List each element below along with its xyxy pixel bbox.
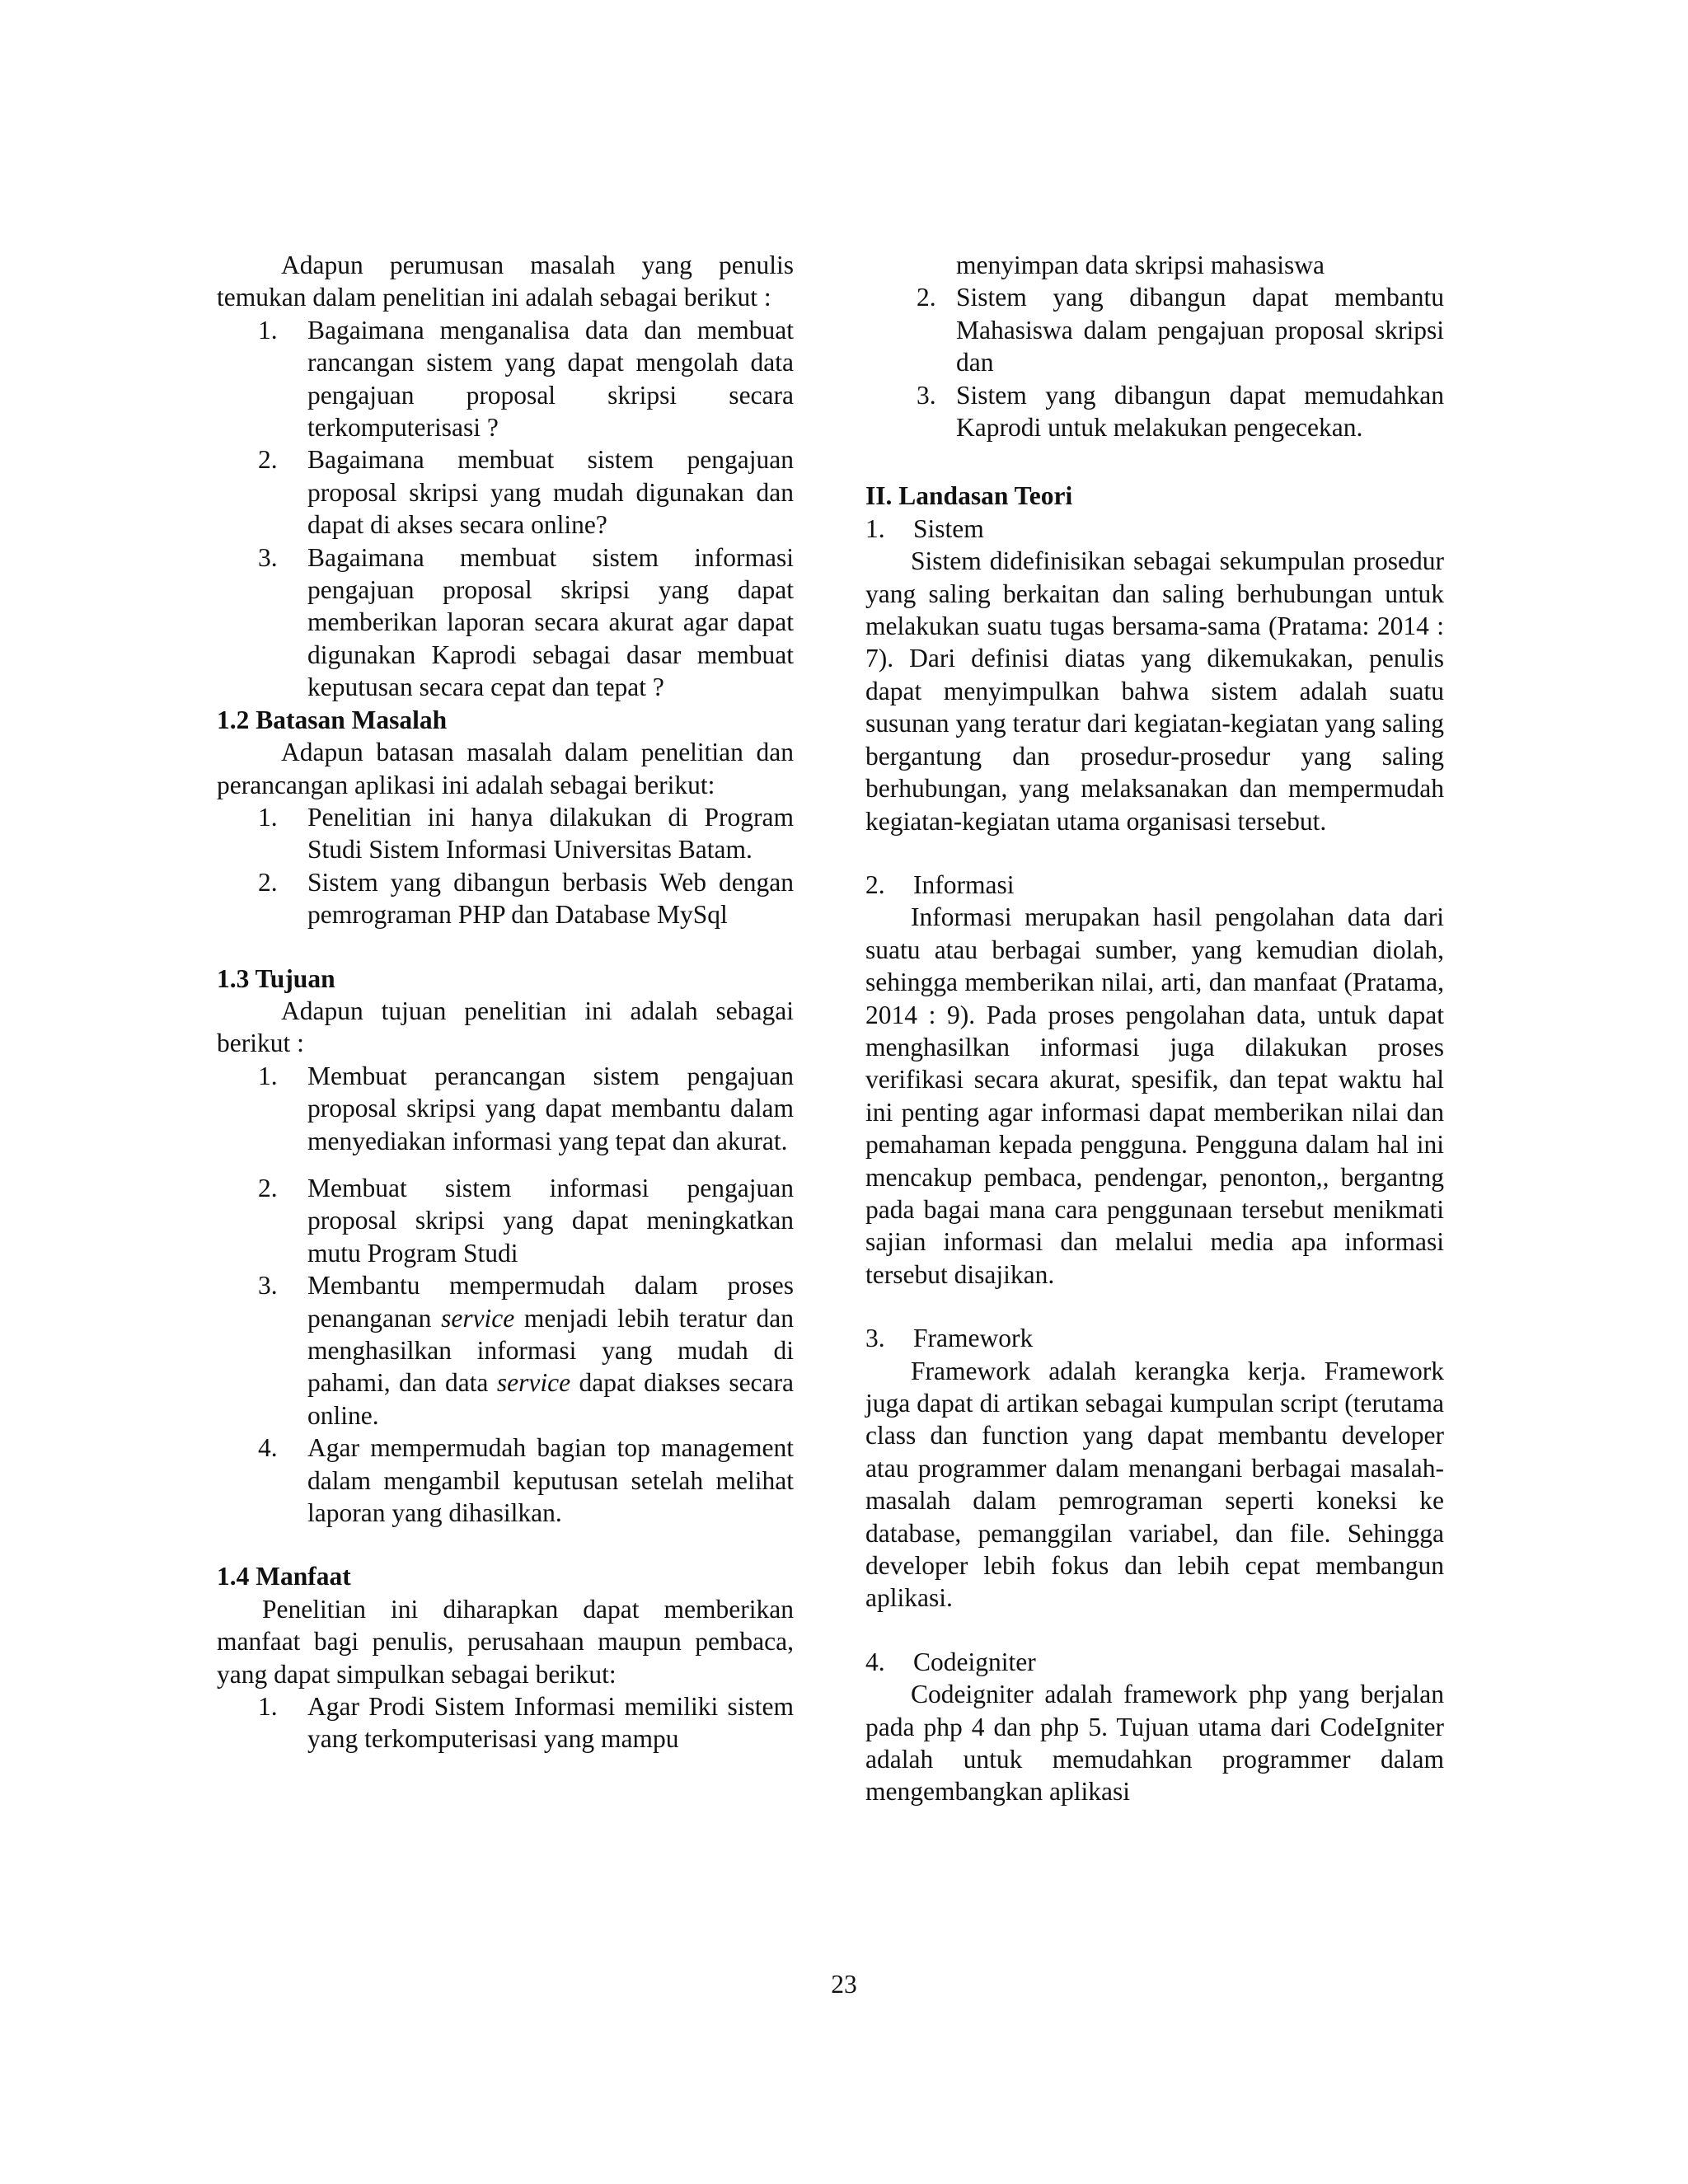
list-number: 1. — [258, 315, 278, 344]
list-number: 4. — [258, 1433, 278, 1463]
list-text: Bagaimana membuat sistem pengajuan proposal skripsi yang mudah digunakan dan dapat di akses secara online? — [307, 445, 794, 540]
section-framework — [865, 1322, 1444, 1615]
batasan-list — [217, 801, 794, 931]
landasan-heading: II. Landasan Teori — [865, 481, 1073, 511]
list-text: Membuat sistem informasi pengajuan proposal skripsi yang dapat meningkatkan mutu Program Studi — [307, 1173, 794, 1268]
section-number: 2. — [865, 869, 885, 899]
section-title: Sistem — [913, 513, 984, 543]
manfaat-continued: menyimpan data skripsi mahasiswa — [956, 251, 1325, 279]
manfaat-intro: Penelitian ini diharapkan dapat memberikan manfaat bagi penulis, perusahaan maupun pembaca, yang dapat simpulkan sebagai berikut: — [217, 1594, 794, 1689]
section-title: Framework — [913, 1324, 1034, 1353]
list-item — [865, 281, 1444, 378]
section-body: Sistem didefinisikan sebagai sekumpulan prosedur yang saling berkaitan dan saling berhubungan untuk melakukan suatu tugas bersama-sama (Pratama: 2014 : 7). Dari definisi diatas yang dikemukakan, penulis dapat menyimpulkan bahwa sistem adalah suatu susunan yang teratur dari kegiatan-kegiatan yang saling bergantung dan prosedur-prosedur yang saling berhubungan, yang melaksanakan dan mempermudah kegiatan-kegiatan utama organisasi tersebut. — [865, 546, 1444, 836]
list-text: Sistem yang dibangun dapat membantu Mahasiswa dalam pengajuan proposal skripsi dan — [956, 283, 1444, 377]
batasan-heading: 1.2 Batasan Masalah — [217, 705, 448, 734]
list-number: 3. — [258, 1271, 278, 1301]
list-text: Penelitian ini hanya dilakukan di Program Studi Sistem Informasi Universitas Batam. — [307, 802, 794, 865]
section-body: Informasi merupakan hasil pengolahan data dari suatu atau berbagai sumber, yang kemudian diolah, sehingga memberikan nilai, arti, dan manfaat (Pratama, 2014 : 9). Pada proses pengolahan data, untuk dapat menghasilkan informasi juga dilakukan proses verifikasi secara akurat, spesifik, dan tepat waktu hal ini penting agar informasi dapat memberikan nilai dan pemahaman kepada pengguna. Pengguna dalam hal ini mencakup pembaca, pendengar, penonton,, bergantng pada bagai mana cara penggunaan tersebut menikmati sajian informasi dan melalui media apa informasi tersebut disajikan. — [865, 902, 1444, 1289]
manfaat-heading: 1.4 Manfaat — [217, 1562, 351, 1591]
list-text: Membuat perancangan sistem pengajuan proposal skripsi yang dapat membantu dalam menyediakan informasi yang tepat dan akurat. — [307, 1061, 794, 1155]
section-number: 1. — [865, 513, 885, 543]
section-title: Informasi — [913, 869, 1015, 899]
right-column — [865, 249, 1444, 1808]
list-text: Agar mempermudah bagian top management dalam mengambil keputusan setelah melihat laporan yang dihasilkan. — [307, 1433, 794, 1528]
list-item — [217, 314, 794, 444]
list-number: 2. — [258, 867, 278, 897]
list-number: 1. — [258, 1061, 278, 1090]
manfaat-list-continued — [865, 281, 1444, 443]
rumusan-list — [217, 314, 794, 704]
list-item — [217, 1432, 794, 1529]
list-text-pre: Membantu mempermudah dalam proses penanganan — [307, 1271, 794, 1333]
list-text-emphasis: service — [496, 1368, 571, 1398]
section-title: Codeigniter — [913, 1647, 1036, 1676]
tujuan-heading: 1.3 Tujuan — [217, 963, 335, 993]
section-number: 3. — [865, 1324, 885, 1353]
section-body: Codeigniter adalah framework php yang berjalan pada php 4 dan php 5. Tujuan utama dari CodeIgniter adalah untuk memudahkan programmer dalam mengembangkan aplikasi — [865, 1680, 1444, 1807]
tujuan-list — [217, 1060, 794, 1530]
list-text-post: dapat diakses secara online. — [307, 1368, 794, 1430]
batasan-intro: Adapun batasan masalah dalam penelitian dan perancangan aplikasi ini adalah sebagai berikut: — [217, 738, 794, 799]
list-number: 1. — [258, 802, 278, 832]
rumusan-intro: Adapun perumusan masalah yang penulis temukan dalam penelitian ini adalah sebagai berikut : — [217, 251, 794, 312]
list-item — [217, 541, 794, 704]
list-item — [217, 866, 794, 931]
list-item — [865, 379, 1444, 444]
list-item — [217, 1172, 794, 1269]
tujuan-intro: Adapun tujuan penelitian ini adalah sebagai berikut : — [217, 996, 794, 1058]
page-number: 23 — [831, 1970, 857, 1999]
list-number: 3. — [917, 380, 936, 410]
list-item — [217, 801, 794, 866]
section-informasi — [865, 869, 1444, 1291]
list-text: Sistem yang dibangun berbasis Web dengan pemrograman PHP dan Database MySql — [307, 867, 794, 930]
left-column — [217, 249, 794, 1755]
section-body: Framework adalah kerangka kerja. Framework juga dapat di artikan sebagai kumpulan script (terutama class dan function yang dapat membantu developer atau programmer dalam menangani berbagai masalah-masalah dalam pemrograman seperti koneksi ke database, pemanggilan variabel, dan file. Sehingga developer lebih fokus dan lebih cepat membangun aplikasi. — [865, 1356, 1444, 1613]
list-number: 1. — [258, 1692, 278, 1722]
list-text: Bagaimana menganalisa data dan membuat rancangan sistem yang dapat mengolah data pengajuan proposal skripsi secara terkomputerisasi ? — [307, 315, 794, 443]
list-text: Sistem yang dibangun dapat memudahkan Kaprodi untuk melakukan pengecekan. — [956, 380, 1444, 443]
list-text: Bagaimana membuat sistem informasi pengajuan proposal skripsi yang dapat memberikan laporan secara akurat agar dapat digunakan Kaprodi sebagai dasar membuat keputusan secara cepat dan tepat ? — [307, 542, 794, 702]
list-item — [217, 1690, 794, 1755]
section-sistem — [865, 513, 1444, 837]
list-number: 2. — [258, 1173, 278, 1202]
list-text-mid: menjadi lebih teratur dan menghasilkan informasi yang mudah di pahami, dan data — [307, 1303, 794, 1398]
section-number: 4. — [865, 1647, 885, 1676]
list-number: 2. — [258, 445, 278, 475]
list-number: 2. — [917, 283, 936, 312]
list-number: 3. — [258, 542, 278, 572]
list-item — [217, 1060, 794, 1157]
list-text: Agar Prodi Sistem Informasi memiliki sistem yang terkomputerisasi yang mampu — [307, 1692, 794, 1754]
list-text-emphasis: service — [441, 1303, 515, 1333]
list-item — [217, 443, 794, 541]
manfaat-list — [217, 1690, 794, 1755]
section-codeigniter — [865, 1646, 1444, 1808]
list-item — [217, 1269, 794, 1432]
